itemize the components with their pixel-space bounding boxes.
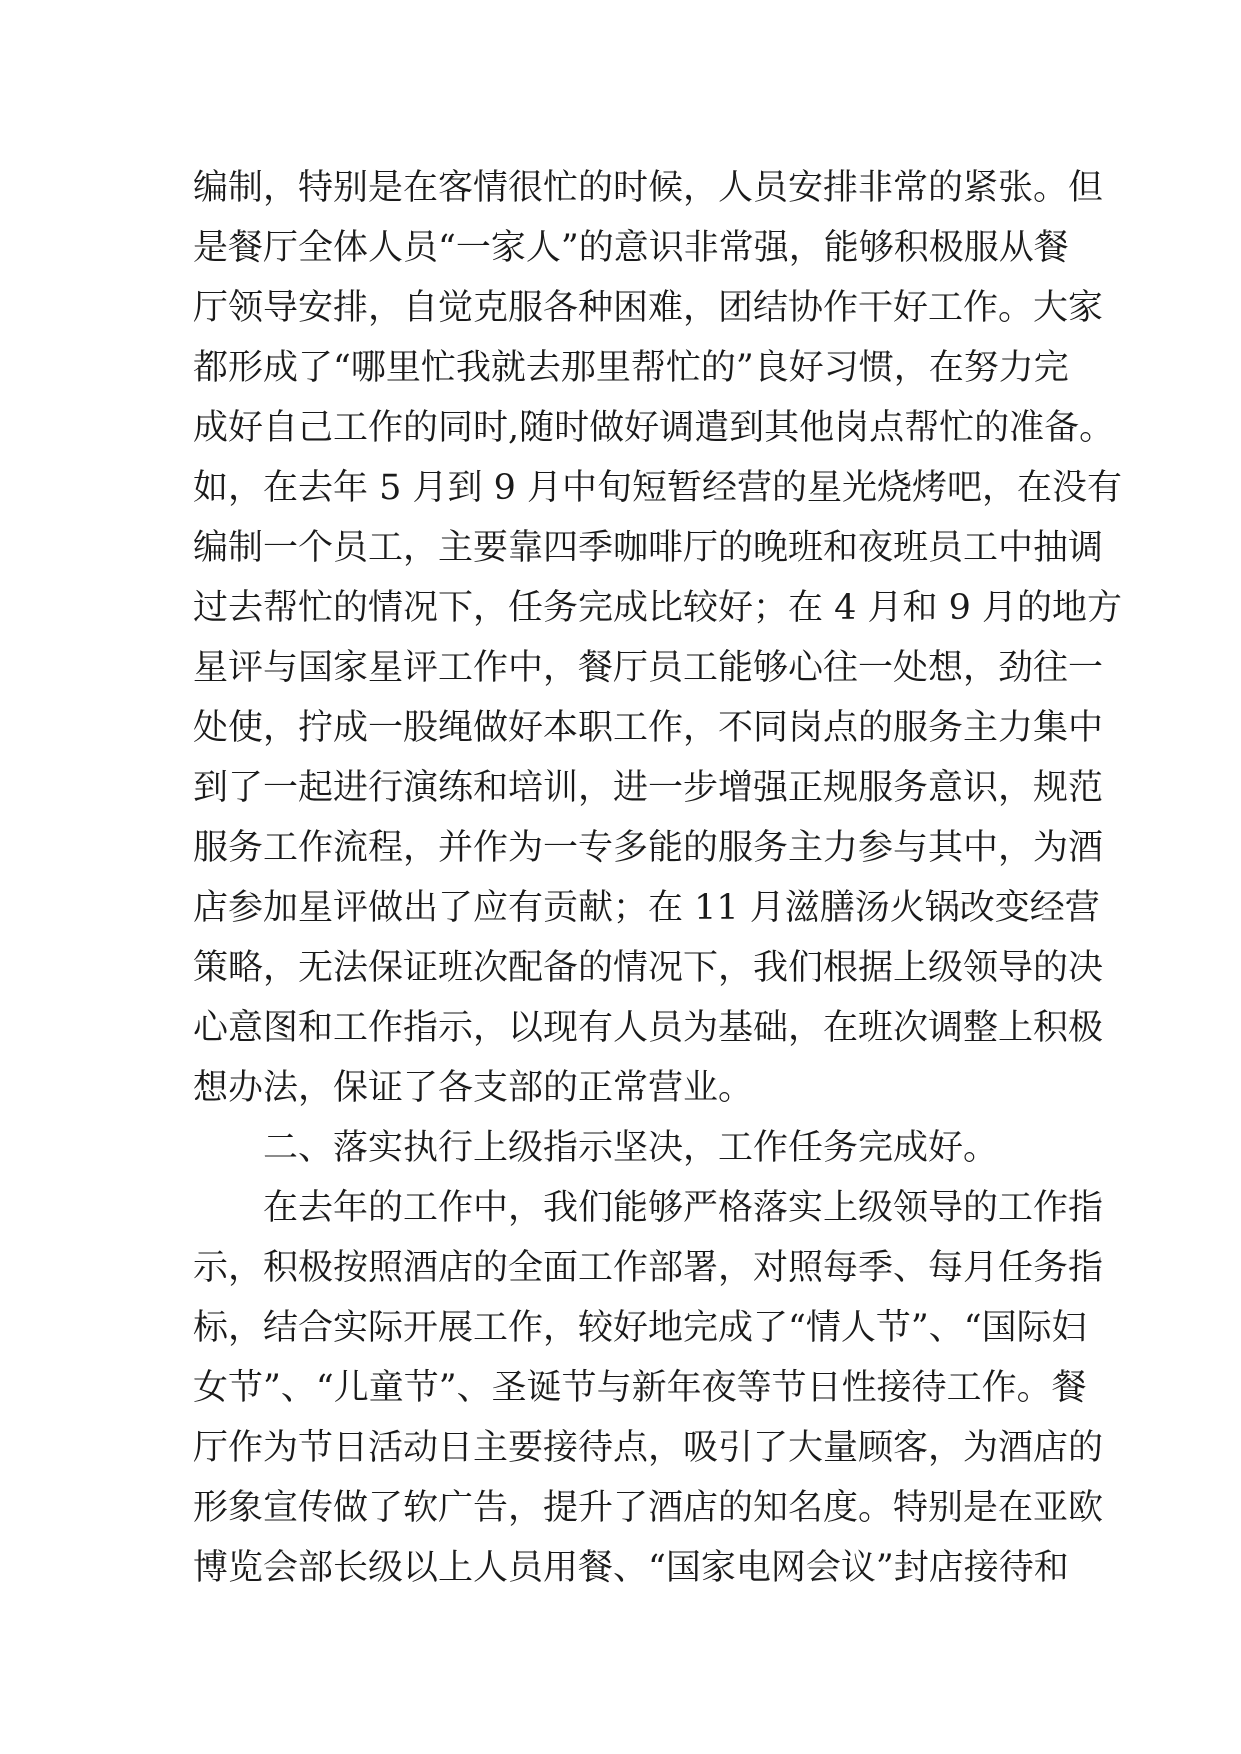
- text-line: 处使，拧成一股绳做好本职工作，不同岗点的服务主力集中: [193, 708, 1104, 748]
- text-line: 形象宣传做了软广告，提升了酒店的知名度。特别是在亚欧: [193, 1488, 1104, 1528]
- text-line: 女节”、“儿童节”、圣诞节与新年夜等节日性接待工作。餐: [193, 1368, 1087, 1408]
- text-line: 过去帮忙的情况下，任务完成比较好；在 4 月和 9 月的地方: [193, 588, 1123, 628]
- text-line: 二、落实执行上级指示坚决，工作任务完成好。: [263, 1128, 999, 1168]
- text-line: 示，积极按照酒店的全面工作部署，对照每季、每月任务指: [193, 1248, 1104, 1288]
- text-line: 编制一个员工，主要靠四季咖啡厅的晚班和夜班员工中抽调: [193, 528, 1104, 568]
- text-line: 标，结合实际开展工作，较好地完成了“情人节”、“国际妇: [193, 1308, 1087, 1348]
- text-line: 在去年的工作中，我们能够严格落实上级领导的工作指: [263, 1188, 1104, 1228]
- text-line: 策略，无法保证班次配备的情况下，我们根据上级领导的决: [193, 948, 1104, 988]
- text-line: 是餐厅全体人员“一家人”的意识非常强，能够积极服从餐: [193, 228, 1069, 268]
- text-line: 店参加星评做出了应有贡献；在 11 月滋膳汤火锅改变经营: [193, 888, 1100, 928]
- text-line: 心意图和工作指示，以现有人员为基础，在班次调整上积极: [193, 1008, 1104, 1048]
- text-line: 如，在去年 5 月到 9 月中旬短暂经营的星光烧烤吧，在没有: [193, 468, 1123, 508]
- text-line: 成好自己工作的同时,随时做好调遣到其他岗点帮忙的准备。: [193, 408, 1115, 448]
- text-line: 服务工作流程，并作为一专多能的服务主力参与其中，为酒: [193, 828, 1104, 868]
- text-line: 编制，特别是在客情很忙的时候，人员安排非常的紧张。但: [193, 168, 1104, 208]
- text-line: 博览会部长级以上人员用餐、“国家电网会议”封店接待和: [193, 1548, 1069, 1588]
- body-text: [193, 158, 1123, 1598]
- text-line: 厅领导安排，自觉克服各种困难，团结协作干好工作。大家: [193, 288, 1104, 328]
- text-line: 厅作为节日活动日主要接待点，吸引了大量顾客，为酒店的: [193, 1428, 1104, 1468]
- text-line: 到了一起进行演练和培训，进一步增强正规服务意识，规范: [193, 768, 1104, 808]
- text-line: 星评与国家星评工作中，餐厅员工能够心往一处想，劲往一: [193, 648, 1104, 688]
- text-line: 都形成了“哪里忙我就去那里帮忙的”良好习惯，在努力完: [193, 348, 1069, 388]
- text-line: 想办法，保证了各支部的正常营业。: [193, 1068, 754, 1108]
